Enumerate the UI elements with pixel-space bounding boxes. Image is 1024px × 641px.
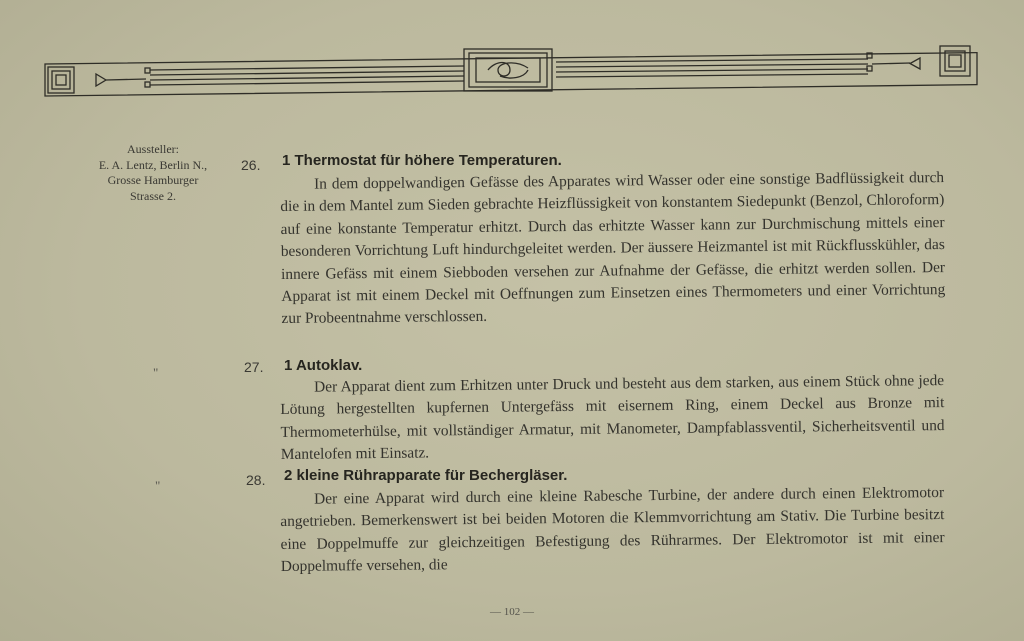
entry-number: 26. [241, 157, 261, 173]
decorative-header-ornament [44, 42, 978, 98]
ditto-mark: " [153, 365, 159, 380]
page-number: — 102 — [490, 606, 534, 618]
entry-number: 28. [246, 472, 266, 488]
exhibitor-label: Aussteller: [127, 142, 179, 156]
exhibitor-name: E. A. Lentz, Berlin N., [98, 157, 208, 172]
entry-description: Der Apparat dient zum Erhitzen unter Druck und besteht aus dem starken, aus einem Stück ohne jede Lötung hergestellten kupfernen Untergefäss mit eisernem Ring, einem Deckel aus Bronze mit Thermometerhülse, mit vollständiger Armatur, mit Manometer, Dampfablassventil, Sicherheitsventil und Mantelofen mit Einsatz. [280, 372, 945, 464]
entry-number: 27. [244, 359, 264, 375]
exhibitor-info [78, 142, 228, 204]
exhibitor-street: Grosse Hamburger [107, 173, 199, 187]
entry-description: Der eine Apparat wird durch eine kleine Rabesche Turbine, der andere durch einen Elektromotor angetrieben. Bemerkenswert ist bei beiden Motoren die Klemmvorrichtung am Stativ. Die Turbine besitzt eine Doppelmuffe zur gleichzeitigen Befestigung des Rührarmes. Der Elektromotor ist mit einer Doppelmuffe versehen, die [280, 484, 945, 576]
entry-title: 1 Autoklav. [284, 357, 363, 374]
exhibitor-address-number: Strasse 2. [130, 188, 176, 203]
ditto-mark: " [155, 478, 161, 493]
entry-title: 2 kleine Rührapparate für Bechergläser. [284, 467, 568, 484]
entry-title: 1 Thermostat für höhere Temperaturen. [282, 152, 562, 169]
entry-description: In dem doppelwandigen Gefässe des Apparates wird Wasser oder eine sonstige Badflüssigkeit durch die in dem Mantel zum Sieden gebrachte Heizflüssigkeit von konstantem Siedepunkt (Benzol, Chloroform) auf eine konstante Temperatur erhitzt. Durch das erhitzte Wasser kann zur Durchmischung mittels einer besonderen Vorrichtung Luft hindurchgeleitet werden. Der äussere Heizmantel ist mit Rückflusskühler, das innere Gefäss mit einem Siebboden versehen zur Aufnahme der Gefässe, die erhitzt werden sollen. Der Apparat ist mit einem Deckel mit Oeffnungen zum Einsetzen eines Thermometers und einer Vorrichtung zur Probeentnahme verschlossen. [280, 169, 946, 328]
ornament-border-icon [44, 42, 978, 98]
